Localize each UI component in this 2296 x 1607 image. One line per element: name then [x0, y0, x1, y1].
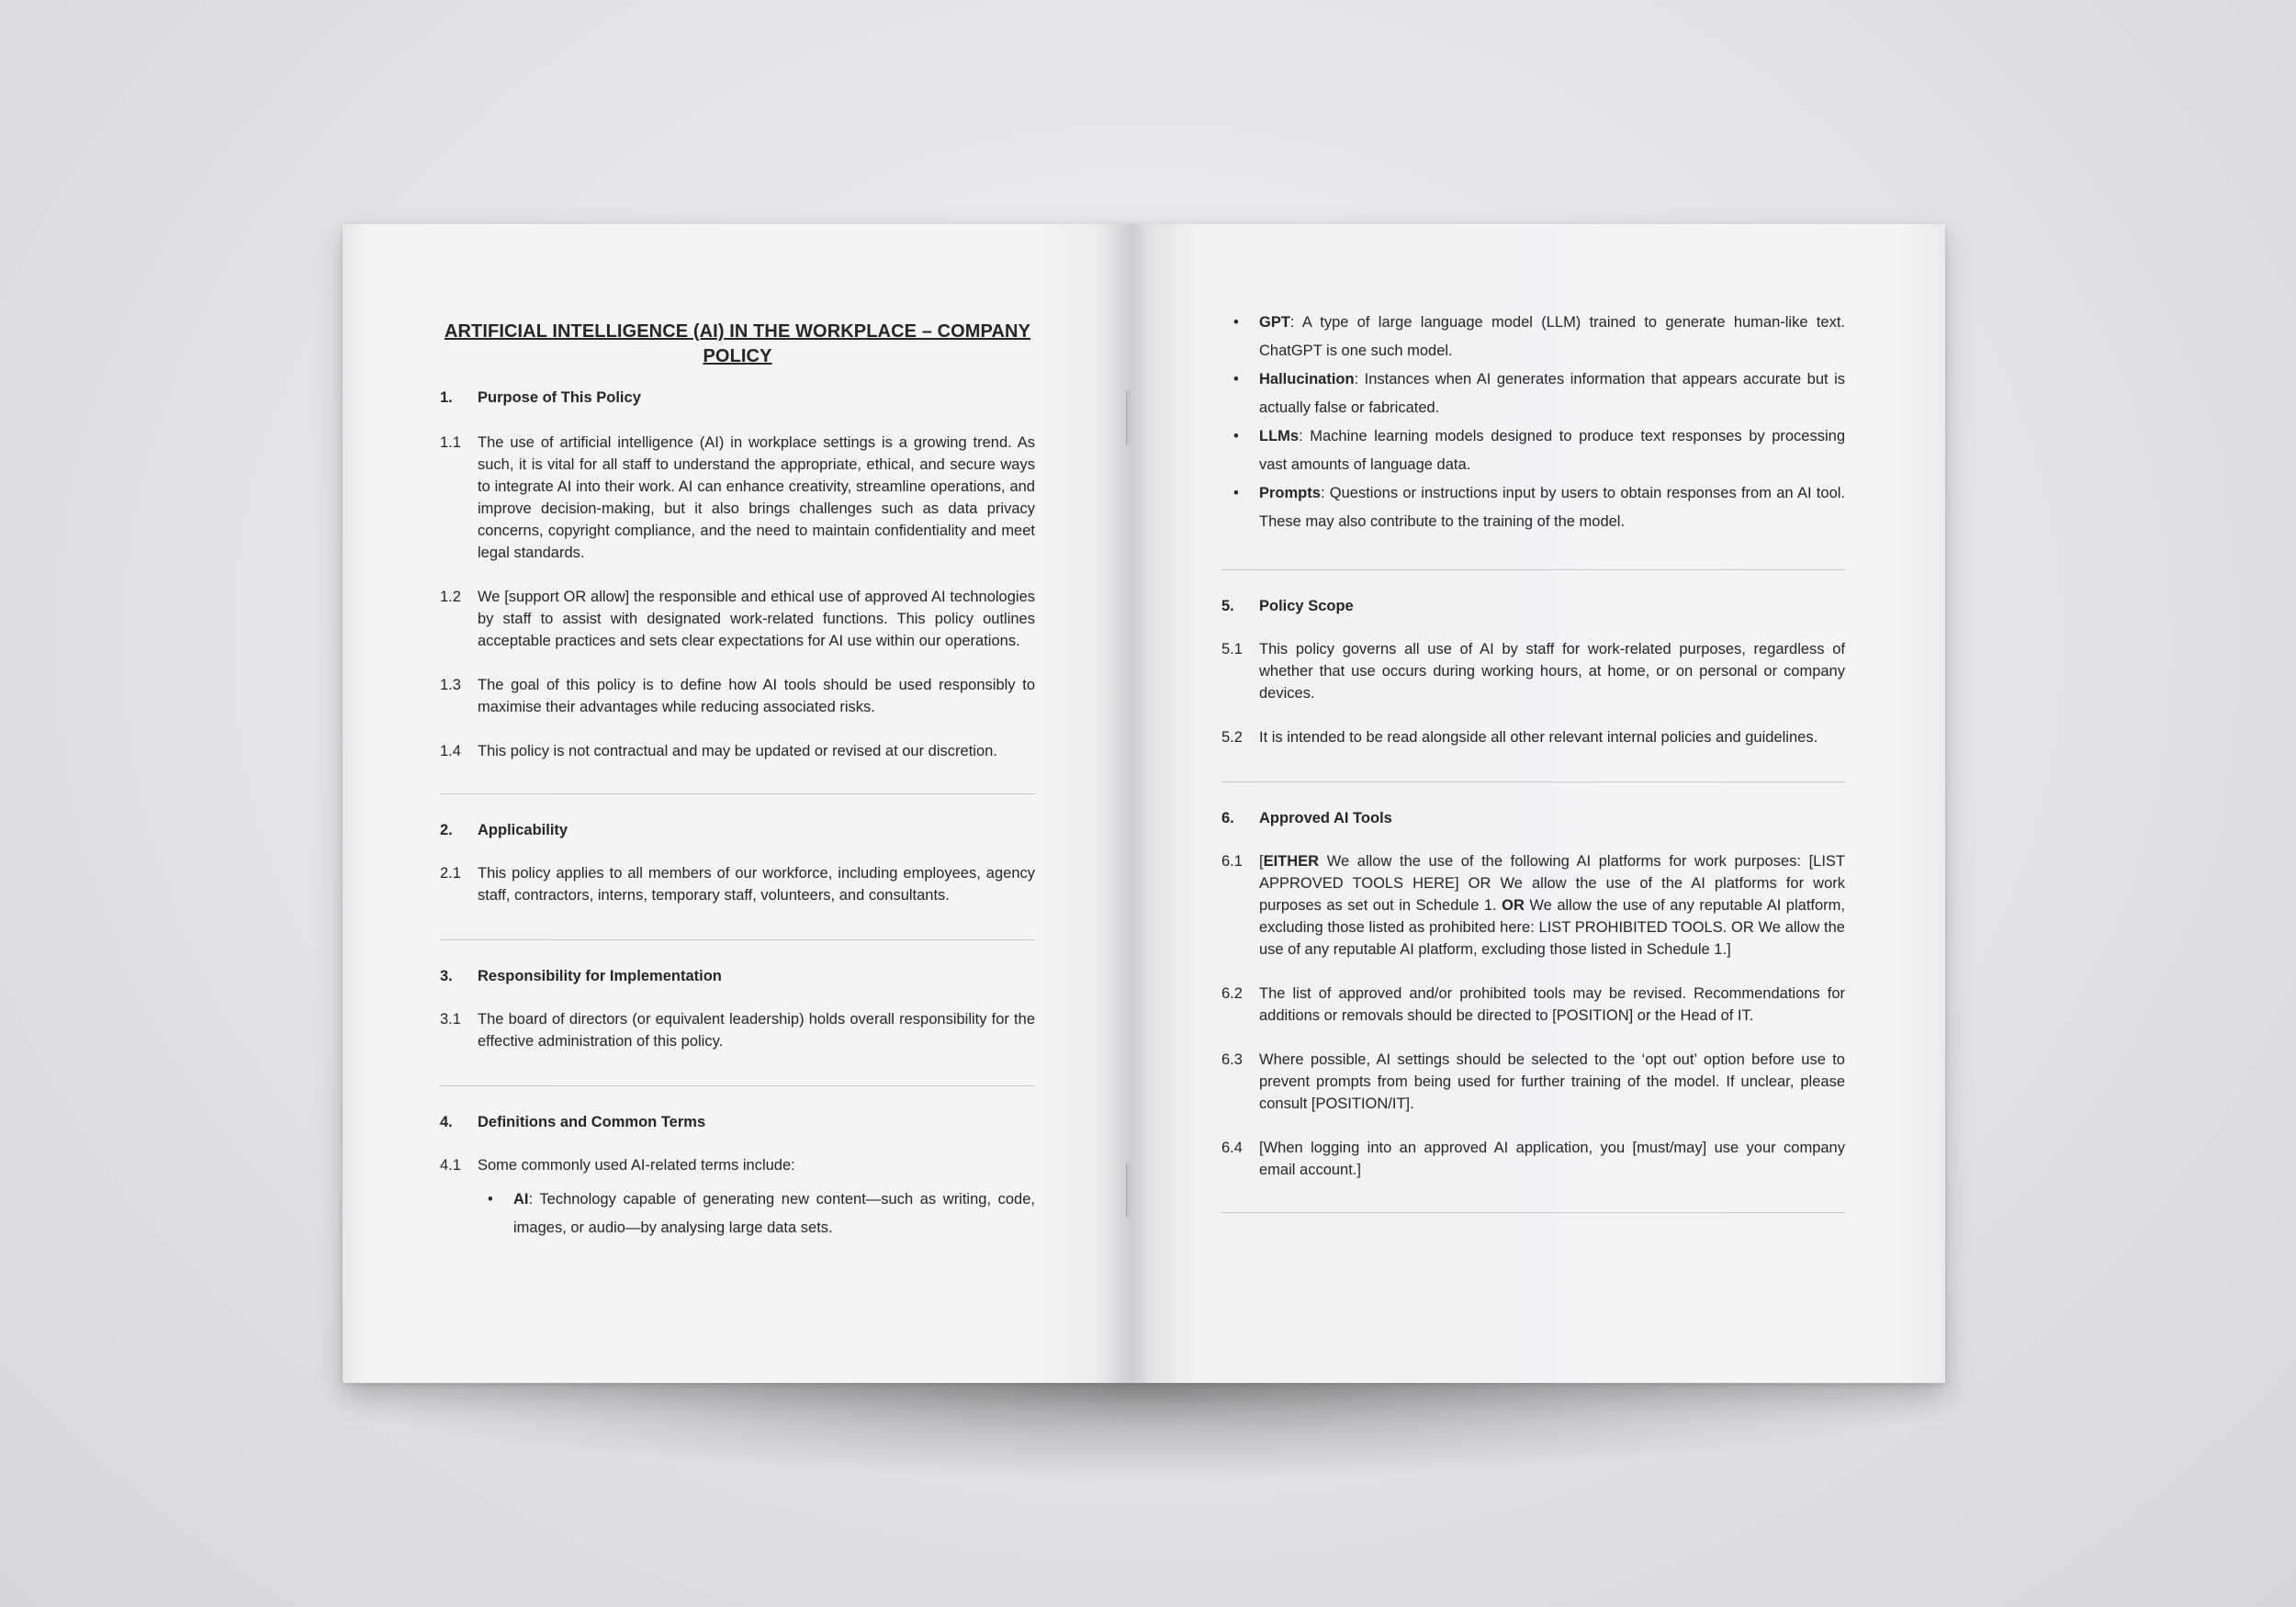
section-title: Responsibility for Implementation: [478, 968, 722, 984]
definition-prompts: [1233, 479, 1845, 536]
clause-number: 1.3: [440, 677, 461, 693]
clause-number: 6.1: [1221, 853, 1243, 870]
clause-number: 5.1: [1221, 641, 1243, 657]
definition-hallucination: [1233, 365, 1845, 422]
section-divider: [1221, 569, 1845, 570]
clause-text: The goal of this policy is to define how AI tools should be used responsibly to maximise their advantages while reducing associated risks.: [478, 677, 1035, 715]
definition-llms: [1233, 422, 1845, 479]
clause-number: 6.3: [1221, 1051, 1243, 1068]
definition-term: LLMs: [1259, 428, 1300, 444]
definition-text: : Technology capable of generating new content—such as writing, code, images, or audio—by analysing large data sets.: [513, 1191, 1035, 1236]
clause-text: [1259, 850, 1845, 961]
bullet-icon: •: [1233, 314, 1239, 331]
clause-5-2: [1221, 726, 1845, 748]
clause-1-2: [440, 586, 1035, 652]
clause-number: 4.1: [440, 1157, 461, 1174]
section-heading-responsibility: [440, 966, 1035, 986]
definition-gpt: [1233, 309, 1845, 365]
clause-text-emphasis: EITHER: [1263, 853, 1320, 870]
definition-text: : A type of large language model (LLM) trained to generate human-like text. ChatGPT is one such model.: [1259, 314, 1845, 359]
section-divider: [1221, 781, 1845, 782]
section-number: 1.: [440, 389, 453, 406]
section-title: Definitions and Common Terms: [478, 1114, 706, 1130]
section-title: Approved AI Tools: [1259, 810, 1392, 826]
definition-ai: [488, 1186, 1035, 1242]
definition-term: AI: [513, 1191, 529, 1208]
definition-term: GPT: [1259, 314, 1290, 331]
clause-1-1: [440, 432, 1035, 564]
section-divider: [440, 939, 1035, 940]
clause-text-part: We allow the use of the following AI platforms for work purposes: [LIST APPROVED TOOLS HERE] OR We allow the use of the AI platforms for work purposes as set out in Schedule 1.: [1259, 853, 1845, 914]
clause-number: 1.2: [440, 589, 461, 605]
section-heading-definitions: [440, 1112, 1035, 1132]
clause-text-part: We allow the use of any reputable AI platform, excluding those listed as prohibited here: LIST PROHIBITED TOOLS. OR We allow the use of any reputable AI platform, excluding those listed in Schedule 1.]: [1259, 897, 1845, 958]
clause-4-1: [440, 1154, 1035, 1176]
section-number: 6.: [1221, 810, 1234, 826]
section-number: 4.: [440, 1114, 453, 1130]
clause-text: The board of directors (or equivalent leadership) holds overall responsibility for the effective administration of this policy.: [478, 1011, 1035, 1050]
section-divider: [1221, 1212, 1845, 1213]
section-divider: [440, 793, 1035, 794]
clause-2-1: [440, 862, 1035, 906]
document-title: ARTIFICIAL INTELLIGENCE (AI) IN THE WORKPLACE – COMPANY POLICY: [444, 321, 1031, 366]
clause-number: 5.2: [1221, 729, 1243, 746]
definition-term: Hallucination: [1259, 371, 1355, 388]
definition-text: : Questions or instructions input by users to obtain responses from an AI tool. These may also contribute to the training of the model.: [1259, 485, 1845, 530]
bullet-icon: •: [1233, 371, 1239, 388]
left-page: [343, 224, 1130, 1383]
section-divider: [440, 1085, 1035, 1086]
clause-number: 2.1: [440, 865, 461, 882]
clause-text: This policy governs all use of AI by staff for work-related purposes, regardless of whether that use occurs during working hours, at home, or on personal or company devices.: [1259, 641, 1845, 702]
section-number: 5.: [1221, 598, 1234, 614]
section-number: 2.: [440, 822, 453, 838]
clause-1-3: [440, 674, 1035, 718]
bullet-icon: •: [1233, 485, 1239, 501]
left-page-content: [440, 320, 1035, 1242]
clause-text: This policy applies to all members of our workforce, including employees, agency staff, contractors, interns, temporary staff, volunteers, and consultants.: [478, 865, 1035, 904]
bullet-icon: •: [1233, 428, 1239, 444]
definition-text: : Machine learning models designed to produce text responses by processing vast amounts of language data.: [1259, 428, 1845, 473]
section-heading-approved-tools: [1221, 808, 1845, 828]
section-heading-applicability: [440, 820, 1035, 840]
clause-number: 3.1: [440, 1011, 461, 1028]
section-heading-scope: [1221, 596, 1845, 616]
clause-3-1: [440, 1008, 1035, 1052]
booklet-spread: [343, 224, 1945, 1383]
clause-text: Some commonly used AI-related terms include:: [478, 1157, 795, 1174]
section-title: Purpose of This Policy: [478, 389, 641, 406]
clause-text: The use of artificial intelligence (AI) in workplace settings is a growing trend. As such, it is vital for all staff to understand the appropriate, ethical, and secure ways to integrate AI into their work. AI can enhance creativity, streamline operations, and improve decision-making, but it also brings challenges such as data privacy concerns, copyright compliance, and the need to maintain confidentiality and meet legal standards.: [478, 434, 1035, 561]
clause-text: The list of approved and/or prohibited tools may be revised. Recommendations for additions or removals should be directed to [POSITION] or the Head of IT.: [1259, 985, 1845, 1024]
section-heading-purpose: [440, 388, 1035, 408]
section-number: 3.: [440, 968, 453, 984]
section-title: Applicability: [478, 822, 568, 838]
clause-number: 6.4: [1221, 1140, 1243, 1156]
clause-text: It is intended to be read alongside all other relevant internal policies and guidelines.: [1259, 729, 1818, 746]
clause-5-1: [1221, 638, 1845, 704]
clause-1-4: [440, 740, 1035, 762]
clause-number: 1.1: [440, 434, 461, 451]
clause-number: 1.4: [440, 743, 461, 759]
clause-6-1: [1221, 850, 1845, 961]
section-title: Policy Scope: [1259, 598, 1354, 614]
bullet-icon: •: [488, 1191, 493, 1208]
clause-6-2: [1221, 983, 1845, 1027]
clause-text-part: [: [1259, 853, 1264, 870]
clause-text-emphasis: OR: [1502, 897, 1525, 914]
right-page: [1130, 224, 1945, 1383]
clause-text: This policy is not contractual and may be updated or revised at our discretion.: [478, 743, 997, 759]
clause-6-4: [1221, 1137, 1845, 1181]
right-page-content: [1221, 309, 1845, 1213]
clause-text: Where possible, AI settings should be selected to the ‘opt out’ option before use to prevent prompts from being used for further training of the model. If unclear, please consult [POSITION/IT].: [1259, 1051, 1845, 1112]
definition-term: Prompts: [1259, 485, 1321, 501]
clause-text: We [support OR allow] the responsible and ethical use of approved AI technologies by staff to assist with designated work-related functions. This policy outlines acceptable practices and sets clear expectations for AI use within our operations.: [478, 589, 1035, 649]
clause-number: 6.2: [1221, 985, 1243, 1002]
definition-text: : Instances when AI generates information that appears accurate but is actually false or fabricated.: [1259, 371, 1845, 416]
clause-text: [When logging into an approved AI application, you [must/may] use your company email account.]: [1259, 1140, 1845, 1178]
clause-6-3: [1221, 1049, 1845, 1115]
